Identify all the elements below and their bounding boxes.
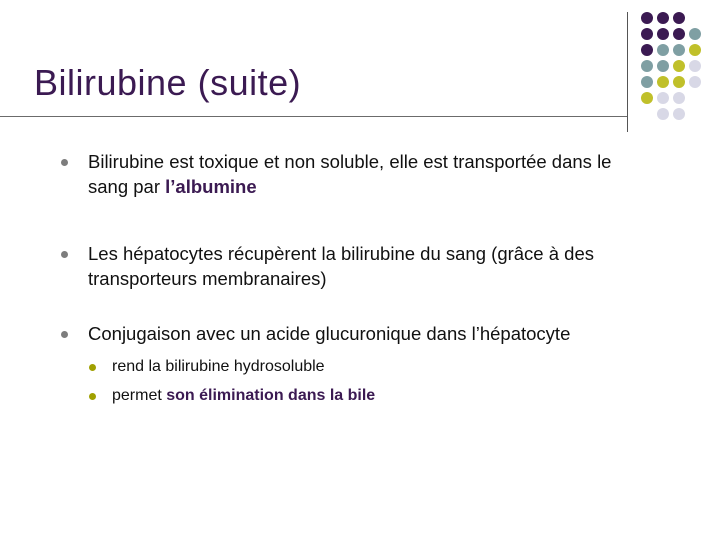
dot (673, 28, 685, 40)
dot (657, 44, 669, 56)
sub-bullet-line: rend la bilirubine hydrosoluble (112, 358, 325, 375)
dot (641, 12, 653, 24)
bullet-icon (89, 393, 96, 400)
bullet-icon (89, 364, 96, 371)
dot (673, 12, 685, 24)
dot (673, 92, 685, 104)
slide-title: Bilirubine (suite) (34, 62, 302, 103)
bullet-line (88, 175, 257, 199)
dot (657, 108, 669, 120)
dot (689, 60, 701, 72)
emphasis-text: l’albumine (165, 176, 257, 197)
dot (673, 76, 685, 88)
bullet-line: Bilirubine est toxique et non soluble, elle est transportée dans le (88, 151, 612, 172)
dot (673, 108, 685, 120)
dot (657, 76, 669, 88)
dot (641, 76, 653, 88)
dot (689, 76, 701, 88)
dot (641, 60, 653, 72)
dot (657, 12, 669, 24)
bullet-icon (61, 251, 68, 258)
bullet-text: sang par (88, 176, 166, 197)
dot (689, 44, 701, 56)
sub-bullet-line (112, 385, 375, 407)
title-underline (0, 116, 627, 117)
bullet-line: Conjugaison avec un acide glucuronique dans l’hépatocyte (88, 323, 571, 344)
bullet-icon (61, 159, 68, 166)
dot (689, 28, 701, 40)
dot (641, 44, 653, 56)
bullet-line: transporteurs membranaires) (88, 268, 327, 289)
dot (641, 92, 653, 104)
bullet-icon (61, 331, 68, 338)
dot (673, 44, 685, 56)
bullet-line: Les hépatocytes récupèrent la bilirubine du sang (grâce à des (88, 243, 594, 264)
sub-bullet-text: permet (112, 387, 167, 404)
dot (657, 60, 669, 72)
dot (641, 28, 653, 40)
dot (673, 60, 685, 72)
vertical-divider (627, 12, 628, 132)
dot (657, 28, 669, 40)
dot (657, 92, 669, 104)
emphasis-text: son élimination dans la bile (166, 387, 376, 404)
